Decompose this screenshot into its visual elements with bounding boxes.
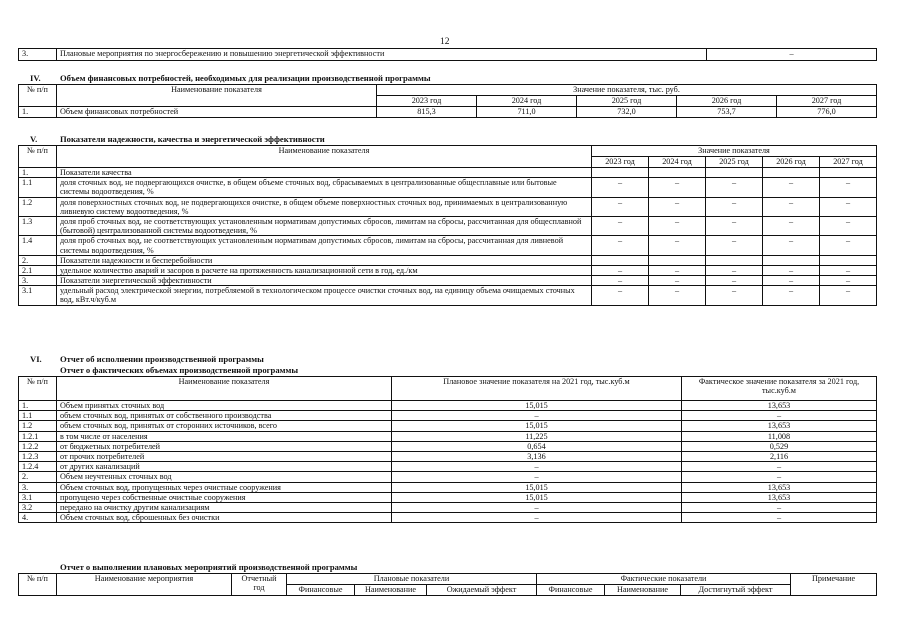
table-row (19, 197, 877, 216)
row-value: – (592, 286, 649, 305)
col-num-header: № п/п (19, 574, 57, 596)
row-value: – (820, 236, 877, 255)
row-value: – (706, 216, 763, 235)
table-row (19, 502, 877, 512)
table-row (19, 107, 877, 118)
row-value: – (649, 197, 706, 216)
row-plan: – (392, 411, 682, 421)
table-row (19, 411, 877, 421)
row-value (763, 255, 820, 265)
row-fact: – (682, 502, 877, 512)
row-num: 1. (19, 168, 57, 178)
row-value (706, 255, 763, 265)
row-name: доля сточных вод, не подвергающихся очистке, в общем объеме сточных вод, сбрасываемых в централизованные общесплавные или бытовые системы водоотведения, % (57, 178, 592, 197)
table-row (19, 462, 877, 472)
row-name: Объем принятых сточных вод (57, 401, 392, 411)
row-value: – (649, 276, 706, 286)
row-value: – (820, 276, 877, 286)
section5-heading (30, 134, 325, 144)
row-value: – (649, 216, 706, 235)
section-number: V. (30, 134, 38, 144)
section-number: VI. (30, 354, 42, 364)
row-value: – (763, 216, 820, 235)
col-name-header: Наименование показателя (57, 85, 377, 107)
row-num: 1.2.2 (19, 441, 57, 451)
year-header: 2024 год (649, 157, 706, 168)
row-fact: 11,008 (682, 431, 877, 441)
row-num: 3.2 (19, 502, 57, 512)
row-name: доля проб сточных вод, не соответствующих установленным нормативам допустимых сбросов, лимитам на сбросы, рассчитанная для общесплавной (бытовой) централизованной системы водоотведения, % (57, 216, 592, 235)
row-value: – (592, 265, 649, 275)
row-num: 4. (19, 513, 57, 523)
row-plan: 3,136 (392, 451, 682, 461)
row-name: Объем сточных вод, пропущенных через очистные сооружения (57, 482, 392, 492)
row-num: 3.1 (19, 492, 57, 502)
col-year-header: Отчетный год (232, 574, 287, 596)
row-name: удельное количество аварий и засоров в расчете на протяженность канализационной сети в год, ед./км (57, 265, 592, 275)
year-header: 2025 год (706, 157, 763, 168)
table-row (19, 431, 877, 441)
year-header: 2025 год (577, 96, 677, 107)
row-value (706, 168, 763, 178)
row-name: Объем финансовых потребностей (57, 107, 377, 118)
table-row (19, 265, 877, 275)
row-value: 711,0 (477, 107, 577, 118)
row-value: 776,0 (777, 107, 877, 118)
col-fact-header: Фактическое значение показателя за 2021 год, тыс.куб.м (682, 377, 877, 401)
section-title: Объем финансовых потребностей, необходимых для реализации производственной программы (60, 73, 431, 83)
section6-subtitle: Отчет о фактических объемах производственной программы (60, 365, 299, 375)
section6-table (18, 376, 877, 523)
row-value: – (592, 178, 649, 197)
table-row (19, 441, 877, 451)
row-fact: 13,653 (682, 421, 877, 431)
col-plan-header: Плановые показатели (287, 574, 537, 585)
col-num-header: № п/п (19, 146, 57, 168)
row-plan: 15,015 (392, 482, 682, 492)
row-name: передано на очистку другим канализациям (57, 502, 392, 512)
row-fact: – (682, 513, 877, 523)
row-value: – (592, 236, 649, 255)
row-value: – (820, 178, 877, 197)
page-number: 12 (440, 37, 450, 47)
row-value: – (763, 236, 820, 255)
row-num: 1. (19, 401, 57, 411)
row-num: 1.1 (19, 411, 57, 421)
row-num: 3. (19, 482, 57, 492)
row-num: 3. (19, 49, 57, 61)
row-value (592, 168, 649, 178)
row-num: 2.1 (19, 265, 57, 275)
table-row (19, 178, 877, 197)
row-name: Показатели энергетической эффективности (57, 276, 592, 286)
section4-table (18, 84, 877, 118)
row-value: – (592, 197, 649, 216)
section5-table (18, 145, 877, 306)
row-value: – (763, 286, 820, 305)
table-row (19, 472, 877, 482)
year-header: 2026 год (677, 96, 777, 107)
row-value: – (763, 276, 820, 286)
row-value: – (707, 49, 877, 61)
row-num: 3.1 (19, 286, 57, 305)
table-row (19, 482, 877, 492)
row-value: – (649, 265, 706, 275)
row-value: – (592, 216, 649, 235)
table-row (19, 49, 877, 61)
top-row-table (18, 48, 877, 61)
col-name-header: Наименование показателя (57, 377, 392, 401)
row-num: 1.3 (19, 216, 57, 235)
row-value: – (706, 197, 763, 216)
row-name: пропущено через собственные очистные сооружения (57, 492, 392, 502)
row-value: – (706, 236, 763, 255)
row-name: объем сточных вод, принятых от сторонних источников, всего (57, 421, 392, 431)
table-row (19, 492, 877, 502)
year-header: 2027 год (777, 96, 877, 107)
plan-sub-header: Финансовые (287, 585, 355, 596)
row-name: в том числе от населения (57, 431, 392, 441)
row-value: – (649, 236, 706, 255)
table-row (19, 513, 877, 523)
row-num: 1.2 (19, 421, 57, 431)
col-plan-header: Плановое значение показателя на 2021 год, тыс.куб.м (392, 377, 682, 401)
row-value: 732,0 (577, 107, 677, 118)
row-value: – (706, 178, 763, 197)
row-name: объем сточных вод, принятых от собственного производства (57, 411, 392, 421)
section7-table (18, 573, 877, 596)
row-num: 3. (19, 276, 57, 286)
row-value (820, 168, 877, 178)
row-name: Показатели надежности и бесперебойности (57, 255, 592, 265)
row-num: 1.2 (19, 197, 57, 216)
section4-heading (30, 73, 431, 83)
row-plan: – (392, 513, 682, 523)
row-name: Показатели качества (57, 168, 592, 178)
row-name: от бюджетных потребителей (57, 441, 392, 451)
row-plan: 15,015 (392, 421, 682, 431)
section-title: Отчет об исполнении производственной программы (60, 354, 264, 364)
row-num: 1.2.1 (19, 431, 57, 441)
row-plan: – (392, 462, 682, 472)
row-fact: – (682, 462, 877, 472)
table-row (19, 286, 877, 305)
year-header: 2023 год (592, 157, 649, 168)
row-value: 753,7 (677, 107, 777, 118)
row-value: – (706, 276, 763, 286)
row-num: 1.2.3 (19, 451, 57, 461)
fact-sub-header: Наименование (605, 585, 681, 596)
row-value: – (706, 286, 763, 305)
row-value (592, 255, 649, 265)
col-name-header: Наименование мероприятия (57, 574, 232, 596)
section7-heading: Отчет о выполнении плановых мероприятий производственной программы (60, 562, 358, 572)
table-row (19, 451, 877, 461)
row-value: – (763, 197, 820, 216)
row-name: Плановые мероприятия по энергосбережению и повышению энергетической эффективности (57, 49, 707, 61)
section6-heading (30, 354, 264, 364)
table-row (19, 401, 877, 411)
col-num-header: № п/п (19, 377, 57, 401)
row-plan: 15,015 (392, 492, 682, 502)
row-name: доля проб сточных вод, не соответствующих установленным нормативам допустимых сбросов, лимитам на сбросы, рассчитанная для ливневой системы водоотведения, % (57, 236, 592, 255)
row-fact: 13,653 (682, 482, 877, 492)
row-value: – (592, 276, 649, 286)
row-value (649, 168, 706, 178)
row-value: – (649, 286, 706, 305)
row-value: – (763, 265, 820, 275)
row-value: – (649, 178, 706, 197)
section-number: IV. (30, 73, 41, 83)
row-value (820, 255, 877, 265)
row-num: 2. (19, 255, 57, 265)
row-name: Объем неучтенных сточных вод (57, 472, 392, 482)
row-fact: – (682, 472, 877, 482)
plan-sub-header: Ожидаемый эффект (427, 585, 537, 596)
year-header: 2023 год (377, 96, 477, 107)
fact-sub-header: Достигнутый эффект (681, 585, 791, 596)
table-row (19, 236, 877, 255)
row-name: от прочих потребителей (57, 451, 392, 461)
row-value (649, 255, 706, 265)
row-value: – (820, 197, 877, 216)
row-num: 1. (19, 107, 57, 118)
row-value: 815,3 (377, 107, 477, 118)
row-name: Объем сточных вод, сброшенных без очистки (57, 513, 392, 523)
table-row (19, 168, 877, 178)
col-value-header: Значение показателя (592, 146, 877, 157)
row-num: 2. (19, 472, 57, 482)
row-num: 1.1 (19, 178, 57, 197)
row-name: доля поверхностных сточных вод, не подвергающихся очистке, в общем объеме поверхностных сточных вод, принимаемых в централизованную ливневую систему водоотведения, % (57, 197, 592, 216)
row-value: – (820, 216, 877, 235)
table-row (19, 255, 877, 265)
year-header: 2027 год (820, 157, 877, 168)
row-value: – (820, 286, 877, 305)
row-name: от других канализаций (57, 462, 392, 472)
row-plan: 11,225 (392, 431, 682, 441)
row-value: – (706, 265, 763, 275)
row-fact: 13,653 (682, 401, 877, 411)
table-row (19, 216, 877, 235)
row-value: – (763, 178, 820, 197)
col-name-header: Наименование показателя (57, 146, 592, 168)
row-name: удельный расход электрической энергии, потребляемой в технологическом процессе очистки сточных вод, на единицу объема очищаемых сточных вод, кВт.ч/куб.м (57, 286, 592, 305)
row-plan: 0,654 (392, 441, 682, 451)
row-plan: – (392, 502, 682, 512)
row-value (763, 168, 820, 178)
row-fact: – (682, 411, 877, 421)
year-header: 2024 год (477, 96, 577, 107)
col-value-header: Значение показателя, тыс. руб. (377, 85, 877, 96)
row-plan: 15,015 (392, 401, 682, 411)
col-fact-header: Фактические показатели (537, 574, 791, 585)
col-note-header: Примечание (791, 574, 877, 596)
row-value: – (820, 265, 877, 275)
table-row (19, 421, 877, 431)
row-fact: 13,653 (682, 492, 877, 502)
table-row (19, 276, 877, 286)
fact-sub-header: Финансовые (537, 585, 605, 596)
row-plan: – (392, 472, 682, 482)
row-fact: 2,116 (682, 451, 877, 461)
row-fact: 0,529 (682, 441, 877, 451)
section-title: Показатели надежности, качества и энергетической эффективности (60, 134, 325, 144)
row-num: 1.4 (19, 236, 57, 255)
row-num: 1.2.4 (19, 462, 57, 472)
col-num-header: № п/п (19, 85, 57, 107)
plan-sub-header: Наименование (355, 585, 427, 596)
year-header: 2026 год (763, 157, 820, 168)
